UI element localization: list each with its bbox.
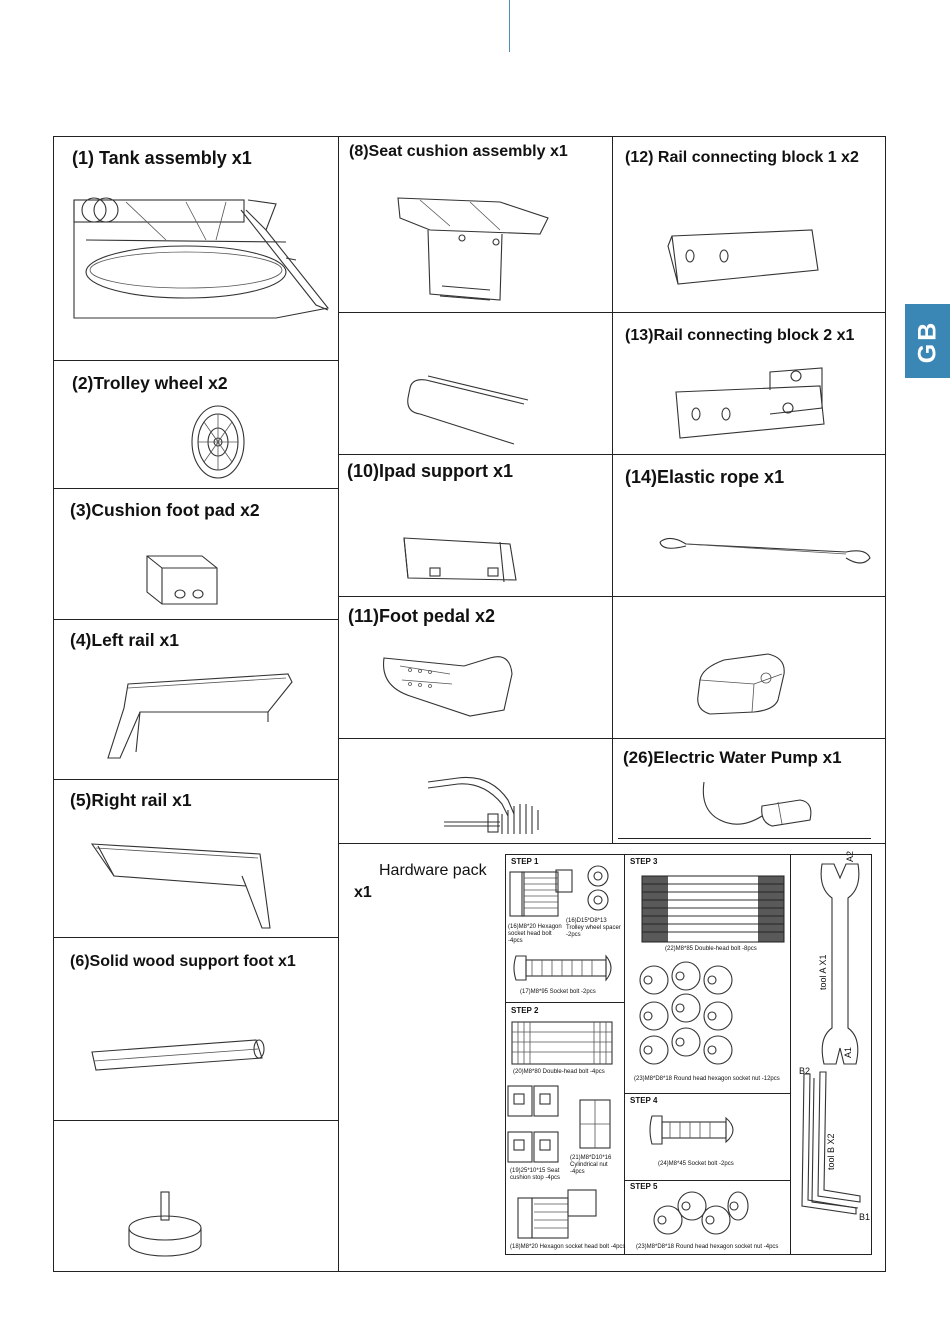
part-label-14: (14)Elastic rope x1 <box>625 467 785 487</box>
column-divider-1 <box>338 136 339 1272</box>
hardware-pack-qty: x1 <box>354 884 372 901</box>
tool-a-label: tool A X1 <box>818 954 828 990</box>
part-label-4: (4)Left rail x1 <box>70 630 179 650</box>
cushion-foot-pad-drawing <box>142 546 222 606</box>
hw-item-17: (17)M8*95 Socket bolt -2pcs <box>520 989 596 995</box>
part-label-6: (6)Solid wood support foot x1 <box>70 953 296 970</box>
row-divider <box>338 596 886 597</box>
rubber-foot-drawing <box>126 1188 206 1260</box>
tool-b2-label: B2 <box>799 1066 811 1076</box>
part-label-26: (26)Electric Water Pump x1 <box>623 748 842 767</box>
handle-bar-drawing <box>406 378 536 448</box>
hardware-pack-title: Hardware pack <box>379 862 487 879</box>
trolley-wheel-drawing <box>188 402 248 482</box>
top-divider-line <box>509 0 510 52</box>
wood-support-foot-drawing <box>88 1036 268 1076</box>
hw-divider <box>624 1093 790 1094</box>
part-label-5: (5)Right rail x1 <box>70 790 192 810</box>
hw-divider <box>505 1002 624 1003</box>
hw-item-24: (24)M8*45 Socket bolt -2pcs <box>658 1161 734 1167</box>
row-divider <box>53 360 338 361</box>
part-label-8: (8)Seat cushion assembly x1 <box>349 143 568 160</box>
seat-cushion-drawing <box>390 190 550 310</box>
hw-divider <box>790 854 791 1255</box>
step-2-label: STEP 2 <box>511 1006 539 1015</box>
hex-bolt-drawing <box>508 866 620 926</box>
hw-divider <box>624 854 625 1255</box>
step-5-label: STEP 5 <box>630 1182 658 1191</box>
water-pump-drawing <box>700 780 820 834</box>
hw-item-19: (19)25*10*15 Seat cushion stop -4pcs <box>510 1168 561 1181</box>
ipad-support-drawing <box>400 528 520 588</box>
row-divider <box>338 843 886 844</box>
step-1-label: STEP 1 <box>511 857 539 866</box>
step-4-label: STEP 4 <box>630 1096 658 1105</box>
hw-item-21: (21)M8*D10*16 Cylindrical nut -4pcs <box>570 1155 612 1175</box>
language-tab-gb <box>905 304 950 378</box>
tool-a1-label: A1 <box>843 1046 853 1058</box>
hw-item-16a: (16)M8*20 Hexagon socket head bolt -4pcs <box>508 924 562 944</box>
row-divider <box>53 1120 338 1121</box>
hex-bolt-2-drawing <box>508 1186 620 1242</box>
round-nuts-2-drawing <box>650 1192 750 1240</box>
double-head-bolt-drawing <box>510 1020 614 1066</box>
row-divider <box>53 619 338 620</box>
row-divider <box>53 937 338 938</box>
hw-divider <box>624 1180 790 1181</box>
part-label-11: (11)Foot pedal x2 <box>348 606 496 626</box>
part-label-13: (13)Rail connecting block 2 x1 <box>625 327 855 344</box>
round-nuts-drawing <box>634 960 744 1072</box>
part-label-12: (12) Rail connecting block 1 x2 <box>625 149 859 166</box>
rail-block-2-drawing <box>670 366 830 446</box>
hw-item-22: (22)M8*85 Double-head bolt -8pcs <box>665 946 757 952</box>
row-divider <box>338 312 886 313</box>
left-rail-drawing <box>100 672 300 762</box>
step-3-label: STEP 3 <box>630 857 658 866</box>
part-label-2: (2)Trolley wheel x2 <box>72 373 228 393</box>
tank-assembly-drawing <box>66 190 331 330</box>
part-label-10: (10)Ipad support x1 <box>347 461 514 481</box>
double-head-bolts-drawing <box>640 874 786 944</box>
hw-item-23a: (23)M8*D8*18 Round head hexagon socket nut -12pcs <box>634 1076 780 1082</box>
column-divider-2 <box>612 136 613 843</box>
part-label-1: (1) Tank assembly x1 <box>72 148 252 168</box>
language-tab-label: GB <box>913 319 941 363</box>
foot-pedal-drawing <box>380 650 520 722</box>
hw-item-20: (20)M8*80 Double-head bolt -4pcs <box>513 1069 605 1075</box>
elastic-rope-drawing <box>656 530 876 566</box>
hw-item-18: (18)M8*20 Hexagon socket head bolt -4pcs <box>510 1244 626 1250</box>
hw-item-16b: (16)D15*D8*13 Trolley wheel spacer -2pcs <box>566 918 621 938</box>
row-divider <box>53 779 338 780</box>
rail-block-1-drawing <box>664 226 824 288</box>
pad-block-drawing <box>694 650 790 718</box>
right-rail-drawing <box>90 836 290 936</box>
socket-bolt-2-drawing <box>648 1110 744 1150</box>
tool-b-label: tool B X2 <box>826 1133 836 1170</box>
socket-bolt-drawing <box>512 950 620 986</box>
row-divider <box>338 738 886 739</box>
part-label-3: (3)Cushion foot pad x2 <box>70 500 260 520</box>
hw-item-23b: (23)M8*D8*18 Round head hexagon socket nut -4pcs <box>636 1244 779 1250</box>
row-divider <box>53 488 338 489</box>
tool-a2-label: A2 <box>845 850 855 862</box>
row-divider <box>618 838 871 839</box>
seat-stop-nut-drawing <box>506 1084 622 1166</box>
row-divider <box>338 454 886 455</box>
hose-assembly-drawing <box>422 770 562 834</box>
tool-b1-label: B1 <box>859 1212 871 1222</box>
